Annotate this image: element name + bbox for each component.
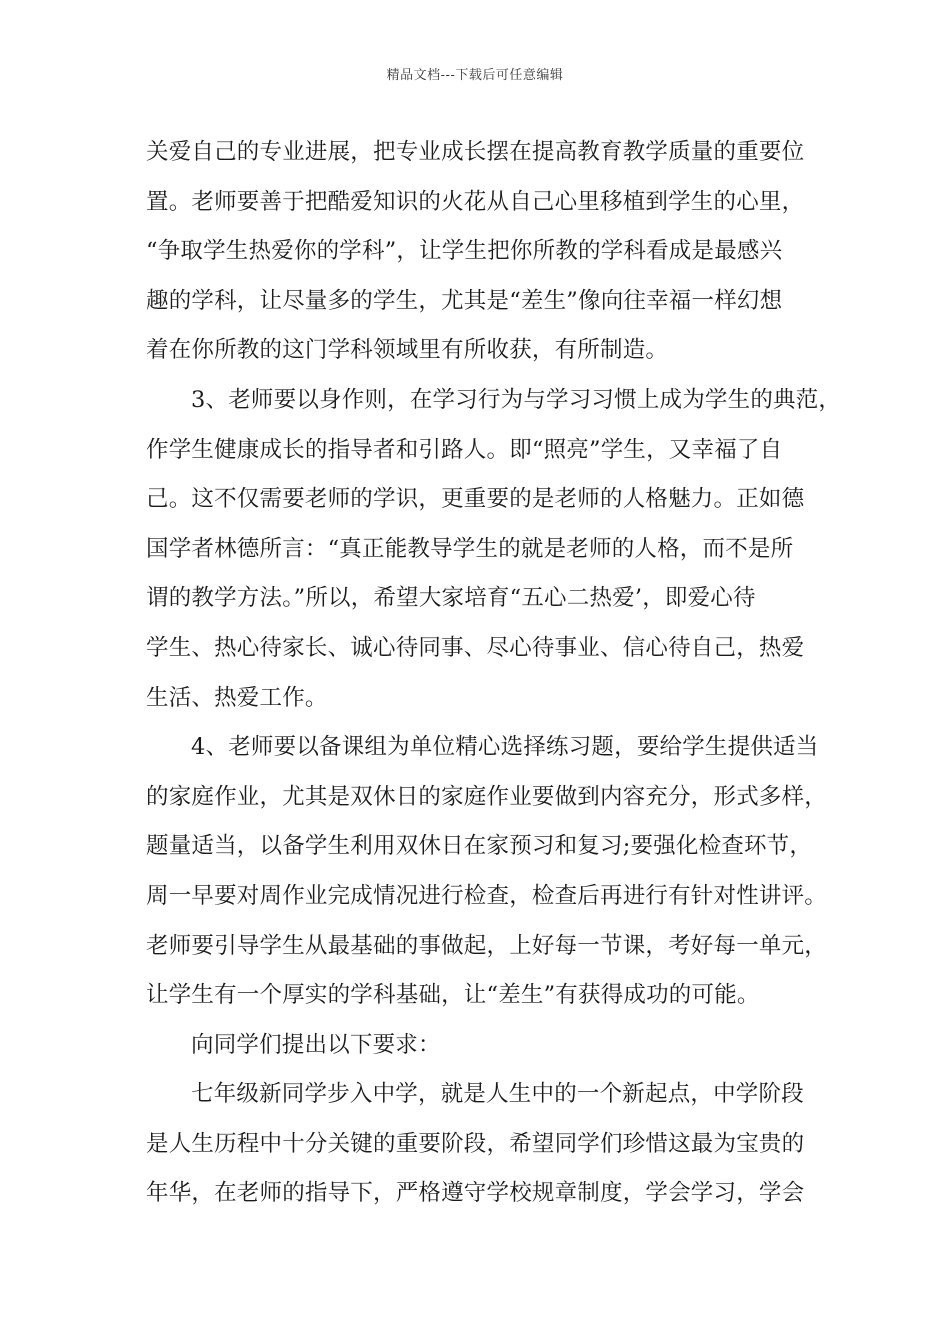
text-line: 着在你所教的这门学科领域里有所收获，有所制造。 bbox=[146, 337, 669, 364]
text-line: 让学生有一个厚实的学科基础，让“差生”有获得成功的可能。 bbox=[146, 982, 760, 1009]
paragraph-3-start: 3、老师要以身作则，在学习行为与学习习惯上成为学生的典范， bbox=[191, 386, 842, 413]
text-line: 题量适当，以备学生利用双休日在家预习和复习;要强化检查环节， bbox=[146, 833, 813, 860]
section-intro: 向同学们提出以下要求： bbox=[191, 1031, 441, 1058]
text-line: 国学者林德所言：“真正能教导学生的就是老师的人格，而不是所 bbox=[146, 535, 794, 562]
text-line: 周一早要对周作业完成情况进行检查，检查后再进行有针对性讲评。 bbox=[146, 882, 828, 909]
text-line: 己。这不仅需要老师的学识，更重要的是老师的人格魅力。正如德 bbox=[146, 486, 805, 513]
text-line: 作学生健康成长的指导者和引路人。即“照亮”学生，又幸福了自 bbox=[146, 436, 783, 463]
text-line: 是人生历程中十分关键的重要阶段，希望同学们珍惜这最为宝贵的 bbox=[146, 1130, 805, 1157]
text-line: 谓的教学方法。”所以，希望大家培育“五心二热爱’，即爱心待 bbox=[146, 585, 756, 612]
text-line: 年华，在老师的指导下，严格遵守学校规章制度，学会学习，学会 bbox=[146, 1180, 805, 1207]
text-line: 学生、热心待家长、诚心待同事、尽心待事业、信心待自己，热爱 bbox=[146, 634, 805, 661]
text-line: 生活、热爱工作。 bbox=[146, 684, 328, 711]
text-line: 关爱自己的专业进展，把专业成长摆在提高教育教学质量的重要位 bbox=[146, 139, 805, 165]
document-body bbox=[146, 128, 842, 1219]
text-line: “争取学生热爱你的学科”，让学生把你所教的学科看成是最感兴 bbox=[146, 238, 783, 265]
text-line: 置。老师要善于把酷爱知识的火花从自己心里移植到学生的心里， bbox=[146, 188, 805, 215]
paragraph-grade7-start: 七年级新同学步入中学，就是人生中的一个新起点，中学阶段 bbox=[191, 1081, 804, 1108]
text-line: 趣的学科，让尽量多的学生，尤其是“差生”像向往幸福一样幻想 bbox=[146, 287, 783, 314]
text-line: 老师要引导学生从最基础的事做起，上好每一节课，考好每一单元， bbox=[146, 932, 828, 959]
paragraph-4-start: 4、老师要以备课组为单位精心选择练习题，要给学生提供适当 bbox=[191, 734, 819, 761]
text-line: 的家庭作业，尤其是双休日的家庭作业要做到内容充分，形式多样， bbox=[146, 783, 828, 810]
page-header: 精品文档---下载后可任意编辑 bbox=[386, 68, 564, 83]
